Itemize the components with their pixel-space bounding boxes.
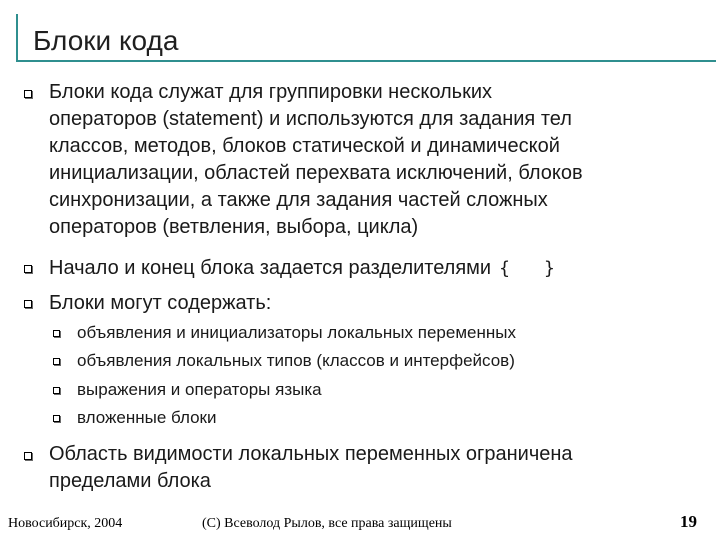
text-line: Начало и конец блока задается разделителями bbox=[49, 257, 492, 279]
sub-item: объявления и инициализаторы локальных переменных bbox=[77, 323, 516, 342]
text-line: операторов (ветвления, выбора, цикла) bbox=[49, 216, 419, 238]
text-line: операторов (statement) и используются для задания тел bbox=[49, 108, 572, 130]
bullet-2-text bbox=[49, 255, 719, 282]
bullet-4-text bbox=[49, 441, 719, 495]
text-line: классов, методов, блоков статической и динамической bbox=[49, 135, 560, 157]
footer-copyright: (C) Всеволод Рылов, все права защищены bbox=[202, 516, 452, 531]
sub-item: объявления локальных типов (классов и интерфейсов) bbox=[77, 351, 515, 370]
bullet-marker bbox=[24, 90, 32, 98]
sub-bullet-marker bbox=[53, 358, 60, 365]
bullet-marker bbox=[24, 300, 32, 308]
sub-bullet-marker bbox=[53, 415, 60, 422]
bullet-marker bbox=[24, 452, 32, 460]
text-line: инициализации, областей перехвата исключений, блоков bbox=[49, 162, 583, 184]
text-line: синхронизации, а также для задания частей сложных bbox=[49, 189, 548, 211]
slide-title: Блоки кода bbox=[33, 25, 179, 56]
text-line: Блоки кода служат для группировки нескольких bbox=[49, 81, 493, 103]
brace-close: } bbox=[543, 258, 555, 279]
text-line: Область видимости локальных переменных ограничена bbox=[49, 443, 573, 465]
sub-bullet-marker bbox=[53, 330, 60, 337]
sub-bullet-marker bbox=[53, 387, 60, 394]
bullet-1-text bbox=[49, 79, 719, 241]
bullet-marker bbox=[24, 265, 32, 273]
page-number: 19 bbox=[680, 512, 697, 531]
sub-item: выражения и операторы языка bbox=[77, 380, 322, 399]
text-line: пределами блока bbox=[49, 470, 211, 492]
footer-location: Новосибирск, 2004 bbox=[8, 516, 123, 531]
brace-open: { bbox=[499, 258, 510, 279]
bullet-3-text: Блоки могут содержать: bbox=[49, 292, 272, 314]
sub-item: вложенные блоки bbox=[77, 408, 217, 427]
